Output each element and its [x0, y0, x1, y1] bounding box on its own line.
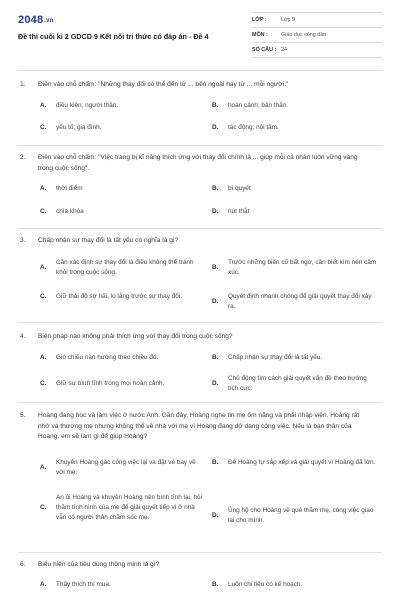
- option-text: chìa khóa: [56, 208, 84, 215]
- question-body: Điền vào chỗ chấm: "Việc trang bị kĩ năng thích ứng với thay đổi chính là ... giúp mỗi cá nhân luôn vững vàng trong cuộc sống".: [38, 154, 358, 172]
- question-number: 5.: [20, 412, 26, 419]
- option-c[interactable]: [40, 123, 212, 133]
- option-c[interactable]: [40, 493, 212, 523]
- option-a[interactable]: [40, 580, 212, 590]
- option-text: thời điểm: [56, 185, 83, 192]
- option-text: Khuyên Hoàng gác công việc lại và đặt vé bay về với mẹ.: [56, 459, 196, 476]
- option-text: Để Hoàng tự sắp xếp và giải quyết vì Hoàng đã lớn.: [228, 459, 376, 466]
- option-a[interactable]: [40, 258, 212, 278]
- meta-row-class: [252, 12, 382, 28]
- option-text: Thấy thích thì mua.: [56, 581, 111, 588]
- option-a[interactable]: [40, 458, 212, 478]
- question-number: 6.: [20, 561, 26, 568]
- option-a[interactable]: [40, 353, 212, 363]
- option-text: hoàn cảnh; bản thân.: [228, 102, 289, 109]
- option-text: Trước những biến cố bất ngờ, cần biết kìm nén cảm xúc.: [228, 259, 377, 276]
- option-text: Quyết định nhanh chóng để giải quyết thay đổi xảy ra.: [228, 293, 372, 310]
- option-letter: C.: [40, 124, 47, 131]
- option-letter: B.: [212, 459, 219, 466]
- option-letter: B.: [212, 354, 219, 361]
- option-b[interactable]: [212, 353, 382, 363]
- option-letter: B.: [212, 185, 219, 192]
- option-letter: D.: [212, 124, 219, 131]
- question-number: 4.: [20, 333, 26, 340]
- question-text: [20, 80, 370, 91]
- option-letter: B.: [212, 264, 219, 271]
- question-divider: [18, 402, 382, 403]
- logo-suffix: .vn: [44, 18, 54, 24]
- option-b[interactable]: [212, 580, 382, 590]
- question-divider: [18, 552, 382, 553]
- logo-main: 2048: [18, 14, 44, 26]
- option-letter: C.: [40, 208, 47, 215]
- question-divider: [18, 228, 382, 229]
- question-text: [20, 236, 370, 247]
- option-text: Giữ sự bình tĩnh trong mọi hoàn cảnh.: [56, 380, 165, 387]
- option-letter: A.: [40, 264, 47, 271]
- question-number: 2.: [20, 154, 26, 161]
- question-divider: [18, 145, 382, 146]
- option-letter: D.: [212, 512, 219, 519]
- option-text: Chấp nhận sự thay đổi là tất yếu.: [228, 354, 323, 361]
- question-number: 1.: [20, 81, 26, 88]
- question-body: Chấp nhận sự thay đổi là tất yếu có nghĩa là gì?: [38, 237, 179, 244]
- option-letter: A.: [40, 185, 47, 192]
- option-letter: C.: [40, 380, 47, 387]
- question-divider: [18, 70, 382, 71]
- option-letter: A.: [40, 354, 47, 361]
- option-a[interactable]: [40, 184, 212, 194]
- meta-value: Giáo dục công dân: [281, 32, 327, 38]
- option-d[interactable]: [212, 207, 382, 217]
- option-text: Ủng hộ cho Hoàng về quê thăm mẹ, công việc giao lại cho mình.: [228, 507, 374, 524]
- option-text: bí quyết: [228, 185, 251, 192]
- option-letter: D.: [212, 380, 219, 387]
- option-text: điều kiện; người thân.: [56, 102, 119, 109]
- option-text: tác động; nội tâm.: [228, 124, 279, 131]
- option-text: Luôn chi tiêu có kế hoạch.: [228, 581, 303, 588]
- option-letter: D.: [212, 208, 219, 215]
- option-letter: C.: [40, 293, 47, 300]
- exam-meta-table: [252, 12, 382, 58]
- option-b[interactable]: [212, 184, 382, 194]
- exam-header: [0, 0, 400, 62]
- option-letter: B.: [212, 581, 219, 588]
- meta-row-count: [252, 43, 382, 58]
- question-body: Biểu hiện của tiêu dùng thông minh là gì?: [38, 561, 160, 568]
- meta-key: SỐ CÂU :: [252, 47, 277, 53]
- option-b[interactable]: [212, 458, 382, 468]
- question-body: Điền vào chỗ chấm: "Những thay đổi có thể đến từ ... bên ngoài hay từ ... mỗi người.": [38, 81, 289, 88]
- option-letter: B.: [212, 102, 219, 109]
- question-body: Biện pháp nào không phải thích ứng với thay đổi trong cuộc sống?: [38, 333, 233, 340]
- option-text: An ủi Hoàng và khuyên Hoàng nên bình tĩnh lại, hỏi thăm tình hình của mẹ để giải quyết tiếp vì ở nhà vẫn có người thân chăm sóc mẹ.: [56, 494, 203, 521]
- option-text: nút thắt: [228, 208, 250, 215]
- option-text: Chủ động tìm cách giải quyết vấn đề theo hướng tích cực.: [228, 375, 367, 392]
- exam-title: Đề thi cuối kì 2 GDCD 9 Kết nối tri thức có đáp án - Đề 4: [18, 32, 209, 41]
- option-letter: A.: [40, 464, 47, 471]
- meta-value: 24: [281, 47, 287, 53]
- option-letter: D.: [212, 298, 219, 305]
- option-d[interactable]: [212, 506, 382, 526]
- option-b[interactable]: [212, 101, 382, 111]
- option-text: Giữ thái độ sợ hãi, lo lắng trước sự thay đổi.: [56, 293, 183, 300]
- question-text: [20, 560, 370, 571]
- question-text: [20, 153, 370, 174]
- option-letter: C.: [40, 504, 47, 511]
- site-logo[interactable]: [18, 14, 54, 26]
- meta-value: Lớp 9: [281, 17, 296, 23]
- option-d[interactable]: [212, 292, 382, 312]
- option-c[interactable]: [40, 207, 212, 217]
- option-b[interactable]: [212, 258, 382, 278]
- option-text: Gió chiều nào hướng theo chiều đó.: [56, 354, 159, 361]
- meta-key: LỚP :: [252, 17, 267, 23]
- question-text: [20, 332, 370, 343]
- question-body: Hoàng đang học và làm việc ở nước Anh. Gần đây, Hoàng nghe tin mẹ ốm nặng và phải nhập viện. Hoàng rất nhớ và thương mẹ nhưng không thể về nhà với mẹ vì Hoàng đang dở dang công việc. Nếu là bạn thân của Hoàng, em sẽ làm gì để giúp Hoàng?: [38, 412, 360, 440]
- question-text: [20, 411, 370, 443]
- question-number: 3.: [20, 237, 26, 244]
- option-d[interactable]: [212, 374, 382, 394]
- meta-key: MÔN :: [252, 32, 268, 38]
- option-letter: A.: [40, 102, 47, 109]
- option-text: yếu tố; gia đình.: [56, 124, 102, 131]
- option-c[interactable]: [40, 292, 212, 302]
- option-a[interactable]: [40, 101, 212, 111]
- option-c[interactable]: [40, 379, 212, 389]
- option-letter: A.: [40, 581, 47, 588]
- option-d[interactable]: [212, 123, 382, 133]
- meta-row-subject: [252, 28, 382, 43]
- question-divider: [18, 322, 382, 323]
- option-text: Cần xác định sự thay đổi là điều không thể tránh khỏi trong cuộc sống.: [56, 259, 194, 276]
